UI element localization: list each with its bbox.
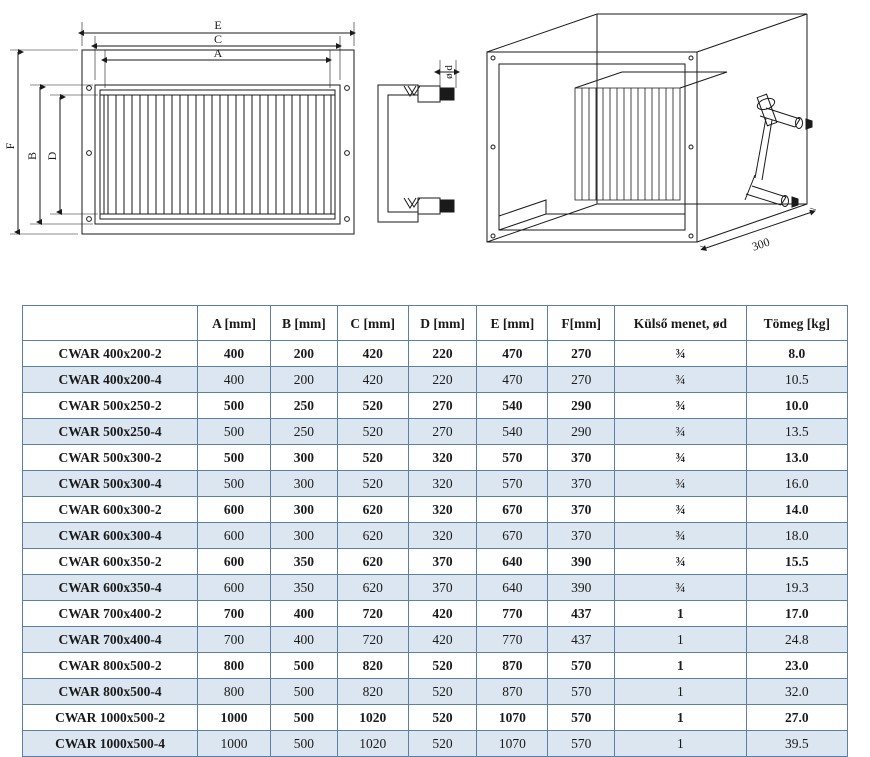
cell-b: 300: [270, 523, 337, 549]
cell-d: 370: [408, 575, 477, 601]
cell-weight: 13.5: [746, 419, 847, 445]
cell-f: 570: [548, 705, 615, 731]
cell-a: 800: [198, 653, 271, 679]
cell-weight: 16.0: [746, 471, 847, 497]
cell-a: 500: [198, 471, 271, 497]
cell-d: 320: [408, 523, 477, 549]
dim-F-left: [10, 50, 78, 234]
cell-a: 500: [198, 445, 271, 471]
cell-thread: ¾: [615, 575, 747, 601]
dim-label-A: A: [213, 46, 223, 60]
cell-a: 700: [198, 601, 271, 627]
cell-f: 270: [548, 341, 615, 367]
table-row: [23, 367, 848, 393]
table-row: [23, 497, 848, 523]
cell-b: 200: [270, 367, 337, 393]
cell-f: 570: [548, 653, 615, 679]
cell-weight: 17.0: [746, 601, 847, 627]
dim-label-D: D: [45, 151, 59, 161]
cell-d: 370: [408, 549, 477, 575]
cell-e: 670: [477, 523, 548, 549]
table-header-model: [23, 306, 198, 341]
dim-label-F: F: [3, 142, 17, 150]
table-row: [23, 627, 848, 653]
cell-f: 570: [548, 679, 615, 705]
cell-b: 400: [270, 601, 337, 627]
cell-c: 720: [337, 627, 408, 653]
table-row: [23, 705, 848, 731]
cell-b: 500: [270, 705, 337, 731]
dim-label-E: E: [214, 18, 222, 32]
cell-thread: 1: [615, 627, 747, 653]
cell-model: CWAR 600x350-4: [23, 575, 198, 601]
cell-a: 600: [198, 549, 271, 575]
cell-f: 370: [548, 445, 615, 471]
cell-a: 400: [198, 367, 271, 393]
table-row: [23, 523, 848, 549]
table-header-thread: Külső menet, ød: [615, 306, 747, 341]
cell-model: CWAR 500x300-2: [23, 445, 198, 471]
table-row: [23, 575, 848, 601]
cell-thread: 1: [615, 653, 747, 679]
table-row: [23, 393, 848, 419]
table-header-row: [23, 306, 848, 341]
cell-a: 1000: [198, 731, 271, 757]
cell-e: 770: [477, 627, 548, 653]
cell-e: 640: [477, 549, 548, 575]
cell-f: 370: [548, 523, 615, 549]
table-header-a: A [mm]: [198, 306, 271, 341]
iso-view: [487, 14, 816, 248]
cell-e: 470: [477, 341, 548, 367]
cell-c: 520: [337, 471, 408, 497]
cell-d: 220: [408, 367, 477, 393]
cell-thread: 1: [615, 731, 747, 757]
table-row: [23, 471, 848, 497]
cell-model: CWAR 800x500-2: [23, 653, 198, 679]
cell-e: 640: [477, 575, 548, 601]
table-header-d: D [mm]: [408, 306, 477, 341]
cell-weight: 24.8: [746, 627, 847, 653]
cell-d: 270: [408, 393, 477, 419]
cell-thread: ¾: [615, 497, 747, 523]
cell-c: 820: [337, 679, 408, 705]
cell-weight: 13.0: [746, 445, 847, 471]
cell-b: 200: [270, 341, 337, 367]
technical-drawing: [0, 0, 870, 285]
cell-weight: 8.0: [746, 341, 847, 367]
cell-e: 670: [477, 497, 548, 523]
cell-b: 300: [270, 471, 337, 497]
cell-a: 1000: [198, 705, 271, 731]
table-header-e: E [mm]: [477, 306, 548, 341]
cell-model: CWAR 400x200-2: [23, 341, 198, 367]
table-header-c: C [mm]: [337, 306, 408, 341]
cell-c: 520: [337, 419, 408, 445]
cell-c: 420: [337, 367, 408, 393]
cell-d: 520: [408, 731, 477, 757]
cell-d: 320: [408, 497, 477, 523]
dim-label-C: C: [213, 32, 223, 46]
table-row: [23, 653, 848, 679]
table-header-weight: Tömeg [kg]: [746, 306, 847, 341]
cell-e: 570: [477, 471, 548, 497]
cell-b: 400: [270, 627, 337, 653]
cell-c: 720: [337, 601, 408, 627]
cell-a: 500: [198, 419, 271, 445]
cell-c: 1020: [337, 731, 408, 757]
cell-b: 250: [270, 419, 337, 445]
cell-model: CWAR 500x300-4: [23, 471, 198, 497]
cell-e: 470: [477, 367, 548, 393]
cell-a: 600: [198, 575, 271, 601]
cell-c: 620: [337, 497, 408, 523]
cell-weight: 10.0: [746, 393, 847, 419]
cell-model: CWAR 500x250-4: [23, 419, 198, 445]
cell-weight: 32.0: [746, 679, 847, 705]
cell-weight: 15.5: [746, 549, 847, 575]
cell-model: CWAR 1000x500-2: [23, 705, 198, 731]
cell-weight: 14.0: [746, 497, 847, 523]
cell-f: 570: [548, 731, 615, 757]
cell-d: 270: [408, 419, 477, 445]
cell-c: 520: [337, 445, 408, 471]
cell-b: 250: [270, 393, 337, 419]
cell-model: CWAR 700x400-4: [23, 627, 198, 653]
cell-model: CWAR 1000x500-4: [23, 731, 198, 757]
side-view: [378, 60, 456, 222]
table-row: [23, 341, 848, 367]
cell-c: 620: [337, 549, 408, 575]
cell-f: 290: [548, 393, 615, 419]
cell-weight: 27.0: [746, 705, 847, 731]
cell-c: 420: [337, 341, 408, 367]
cell-thread: ¾: [615, 445, 747, 471]
cell-e: 570: [477, 445, 548, 471]
cell-d: 520: [408, 653, 477, 679]
table-header-f: F[mm]: [548, 306, 615, 341]
cell-e: 770: [477, 601, 548, 627]
cell-f: 270: [548, 367, 615, 393]
cell-f: 370: [548, 497, 615, 523]
cell-weight: 39.5: [746, 731, 847, 757]
cell-thread: 1: [615, 679, 747, 705]
table-row: [23, 601, 848, 627]
cell-e: 1070: [477, 705, 548, 731]
dim-label-B: B: [25, 151, 39, 161]
cell-thread: ¾: [615, 549, 747, 575]
specification-table: [22, 305, 848, 757]
cell-model: CWAR 600x300-2: [23, 497, 198, 523]
cell-f: 390: [548, 575, 615, 601]
cell-model: CWAR 700x400-2: [23, 601, 198, 627]
cell-f: 437: [548, 601, 615, 627]
cell-b: 500: [270, 653, 337, 679]
cell-thread: 1: [615, 705, 747, 731]
cell-b: 350: [270, 575, 337, 601]
cell-thread: ¾: [615, 393, 747, 419]
specification-table-wrapper: [22, 305, 848, 757]
cell-c: 520: [337, 393, 408, 419]
cell-d: 520: [408, 705, 477, 731]
dim-label-diameter-d: ø d: [443, 65, 455, 79]
cell-model: CWAR 500x250-2: [23, 393, 198, 419]
cell-model: CWAR 600x350-2: [23, 549, 198, 575]
cell-a: 500: [198, 393, 271, 419]
cell-weight: 10.5: [746, 367, 847, 393]
cell-b: 500: [270, 731, 337, 757]
cell-thread: ¾: [615, 523, 747, 549]
cell-f: 370: [548, 471, 615, 497]
cell-e: 1070: [477, 731, 548, 757]
cell-e: 870: [477, 653, 548, 679]
cell-a: 600: [198, 523, 271, 549]
cell-c: 820: [337, 653, 408, 679]
table-row: [23, 445, 848, 471]
dim-label-depth-300: 300: [749, 234, 772, 254]
cell-a: 600: [198, 497, 271, 523]
cell-c: 1020: [337, 705, 408, 731]
cell-thread: ¾: [615, 341, 747, 367]
cell-thread: ¾: [615, 471, 747, 497]
cell-model: CWAR 600x300-4: [23, 523, 198, 549]
cell-b: 350: [270, 549, 337, 575]
cell-weight: 23.0: [746, 653, 847, 679]
cell-d: 220: [408, 341, 477, 367]
cell-d: 420: [408, 627, 477, 653]
cell-model: CWAR 800x500-4: [23, 679, 198, 705]
cell-a: 800: [198, 679, 271, 705]
cell-thread: ¾: [615, 419, 747, 445]
cell-b: 300: [270, 445, 337, 471]
cell-thread: 1: [615, 601, 747, 627]
cell-weight: 19.3: [746, 575, 847, 601]
cell-f: 390: [548, 549, 615, 575]
cell-a: 700: [198, 627, 271, 653]
table-row: [23, 419, 848, 445]
cell-f: 290: [548, 419, 615, 445]
cell-e: 870: [477, 679, 548, 705]
cell-a: 400: [198, 341, 271, 367]
cell-model: CWAR 400x200-4: [23, 367, 198, 393]
cell-e: 540: [477, 393, 548, 419]
cell-c: 620: [337, 523, 408, 549]
cell-d: 320: [408, 445, 477, 471]
cell-e: 540: [477, 419, 548, 445]
table-body: [23, 341, 848, 757]
cell-c: 620: [337, 575, 408, 601]
cell-weight: 18.0: [746, 523, 847, 549]
table-row: [23, 731, 848, 757]
cell-b: 300: [270, 497, 337, 523]
table-row: [23, 549, 848, 575]
cell-b: 500: [270, 679, 337, 705]
cell-d: 520: [408, 679, 477, 705]
cell-f: 437: [548, 627, 615, 653]
cell-d: 320: [408, 471, 477, 497]
dim-B-left: [30, 85, 93, 224]
drawing-svg: [0, 0, 870, 290]
cell-d: 420: [408, 601, 477, 627]
table-row: [23, 679, 848, 705]
table-header-b: B [mm]: [270, 306, 337, 341]
cell-thread: ¾: [615, 367, 747, 393]
